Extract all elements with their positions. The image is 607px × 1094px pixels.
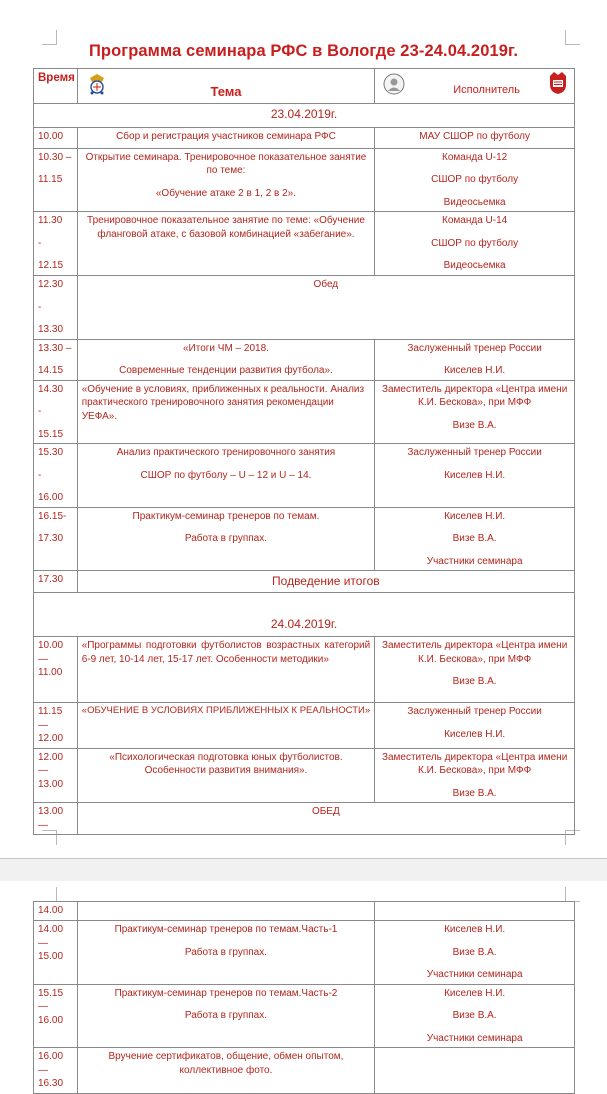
header-exec-cell	[375, 69, 575, 104]
topic-cell: Вручение сертификатов, общение, обмен опытом, коллективное фото.	[77, 1048, 375, 1094]
executor-cell: Заместитель директора «Центра имени К.И. Бескова», при МФФ Визе В.А.	[375, 748, 575, 803]
time-cell: 11.15 — 12.00	[34, 703, 78, 749]
time-cell: 14.00 — 15.00	[34, 921, 78, 985]
document-title: Программа семинара РФС в Вологде 23-24.04.2019г.	[88, 42, 519, 60]
topic-cell: «Программы подготовки футболистов возрастных категорий 6-9 лет, 10-14 лет, 15-17 лет. Особенности методики»	[77, 637, 375, 703]
table-row	[34, 507, 575, 571]
time-cell: 15.15 — 16.00	[34, 984, 78, 1048]
time-cell: 17.30	[34, 571, 78, 593]
header-topic: Тема	[210, 84, 242, 99]
time-cell: 10.30 – 11.15	[34, 148, 78, 212]
executor-cell: Киселев Н.И. Визе В.А. Участники семинара	[375, 507, 575, 571]
schedule-table	[33, 68, 575, 835]
time-cell: 10.00	[34, 127, 78, 148]
table-row	[34, 1048, 575, 1094]
summary-cell: Подведение итогов	[77, 571, 574, 593]
crop-mark	[565, 887, 580, 902]
date-row-day1	[34, 103, 575, 127]
topic-cell: Сбор и регистрация участников семинара РФС	[77, 127, 375, 148]
topic-cell: «Итоги ЧМ – 2018. Современные тенденции развития футбола».	[77, 339, 375, 380]
header-topic-cell	[77, 69, 375, 104]
table-row	[34, 703, 575, 749]
time-cell: 16.15- 17.30	[34, 507, 78, 571]
crop-mark	[42, 887, 57, 902]
table-row	[34, 148, 575, 212]
table-header-row	[34, 69, 575, 104]
executor-cell: Заслуженный тренер России Киселев Н.И.	[375, 339, 575, 380]
topic-cell: Практикум-семинар тренеров по темам. Работа в группах.	[77, 507, 375, 571]
executor-cell: Заместитель директора «Центра имени К.И. Бескова», при МФФ Визе В.А.	[375, 380, 575, 444]
header-time: Время	[38, 72, 75, 84]
time-cell: 13.00 —	[34, 803, 78, 835]
document-page-2	[0, 881, 607, 1089]
time-cell: 14.00	[34, 902, 78, 921]
lunch-cell: Обед	[77, 276, 574, 340]
date-day1: 23.04.2019г.	[34, 103, 575, 127]
lunch-cell: ОБЕД	[77, 803, 574, 835]
table-row	[34, 276, 575, 340]
executor-cell: Команда U-12 СШОР по футболу Видеосьемка	[375, 148, 575, 212]
topic-cell: «ОБУЧЕНИЕ В УСЛОВИЯХ ПРИБЛИЖЕННЫХ К РЕАЛЬНОСТИ»	[77, 703, 375, 749]
executor-cell	[375, 1048, 575, 1094]
table-row	[34, 339, 575, 380]
time-cell: 16.00 — 16.30	[34, 1048, 78, 1094]
table-row	[34, 984, 575, 1048]
executor-cell	[375, 902, 575, 921]
topic-cell	[77, 902, 375, 921]
table-row	[34, 212, 575, 276]
executor-cell: Киселев Н.И. Визе В.А. Участники семинара	[375, 984, 575, 1048]
executor-cell: Заместитель директора «Центра имени К.И. Бескова», при МФФ Визе В.А.	[375, 637, 575, 703]
table-row	[34, 921, 575, 985]
table-row	[34, 571, 575, 593]
topic-cell: Анализ практического тренировочного занятия СШОР по футболу – U – 12 и U – 14.	[77, 444, 375, 508]
topic-cell: Тренировочное показательное занятие по теме: «Обучение фланговой атаке, с базовой комбинацией «забегание».	[77, 212, 375, 276]
topic-cell: «Психологическая подготовка юных футболистов. Особенности развития внимания».	[77, 748, 375, 803]
time-cell: 10.00 — 11.00	[34, 637, 78, 703]
executor-cell: МАУ СШОР по футболу	[375, 127, 575, 148]
time-cell: 11.30 - 12.15	[34, 212, 78, 276]
table-row	[34, 444, 575, 508]
time-cell: 12.30 - 13.30	[34, 276, 78, 340]
time-cell: 14.30 - 15.15	[34, 380, 78, 444]
red-crest-icon	[548, 71, 568, 95]
topic-cell: Практикум-семинар тренеров по темам.Часть-1 Работа в группах.	[77, 921, 375, 985]
topic-cell: Практикум-семинар тренеров по темам.Часть-2 Работа в группах.	[77, 984, 375, 1048]
executor-cell: Команда U-14 СШОР по футболу Видеосьемка	[375, 212, 575, 276]
time-cell: 15.30 - 16.00	[34, 444, 78, 508]
table-row	[34, 748, 575, 803]
time-cell: 12.00 — 13.00	[34, 748, 78, 803]
table-row	[34, 380, 575, 444]
executor-cell: Заслуженный тренер России Киселев Н.И.	[375, 444, 575, 508]
topic-cell: «Обучение в условиях, приближенных к реальности. Анализ практического тренировочного занятия рекомендации УЕФА».	[77, 380, 375, 444]
table-row	[34, 803, 575, 835]
table-row	[34, 637, 575, 703]
table-row	[34, 127, 575, 148]
header-time-cell	[34, 69, 78, 104]
time-cell: 13.30 – 14.15	[34, 339, 78, 380]
portrait-seal-icon	[383, 73, 405, 95]
header-executor: Исполнитель	[453, 84, 520, 96]
date-day2: 24.04.2019г.	[34, 593, 575, 637]
rfs-emblem-icon	[86, 72, 108, 96]
topic-cell: Открытие семинара. Тренировочное показательное занятие по теме: «Обучение атаке 2 в 1, 2 в 2».	[77, 148, 375, 212]
executor-cell: Заслуженный тренер России Киселев Н.И.	[375, 703, 575, 749]
table-row	[34, 902, 575, 921]
schedule-table-continued	[33, 901, 575, 1094]
page-break	[0, 858, 607, 882]
date-row-day2	[34, 593, 575, 637]
executor-cell: Киселев Н.И. Визе В.А. Участники семинара	[375, 921, 575, 985]
